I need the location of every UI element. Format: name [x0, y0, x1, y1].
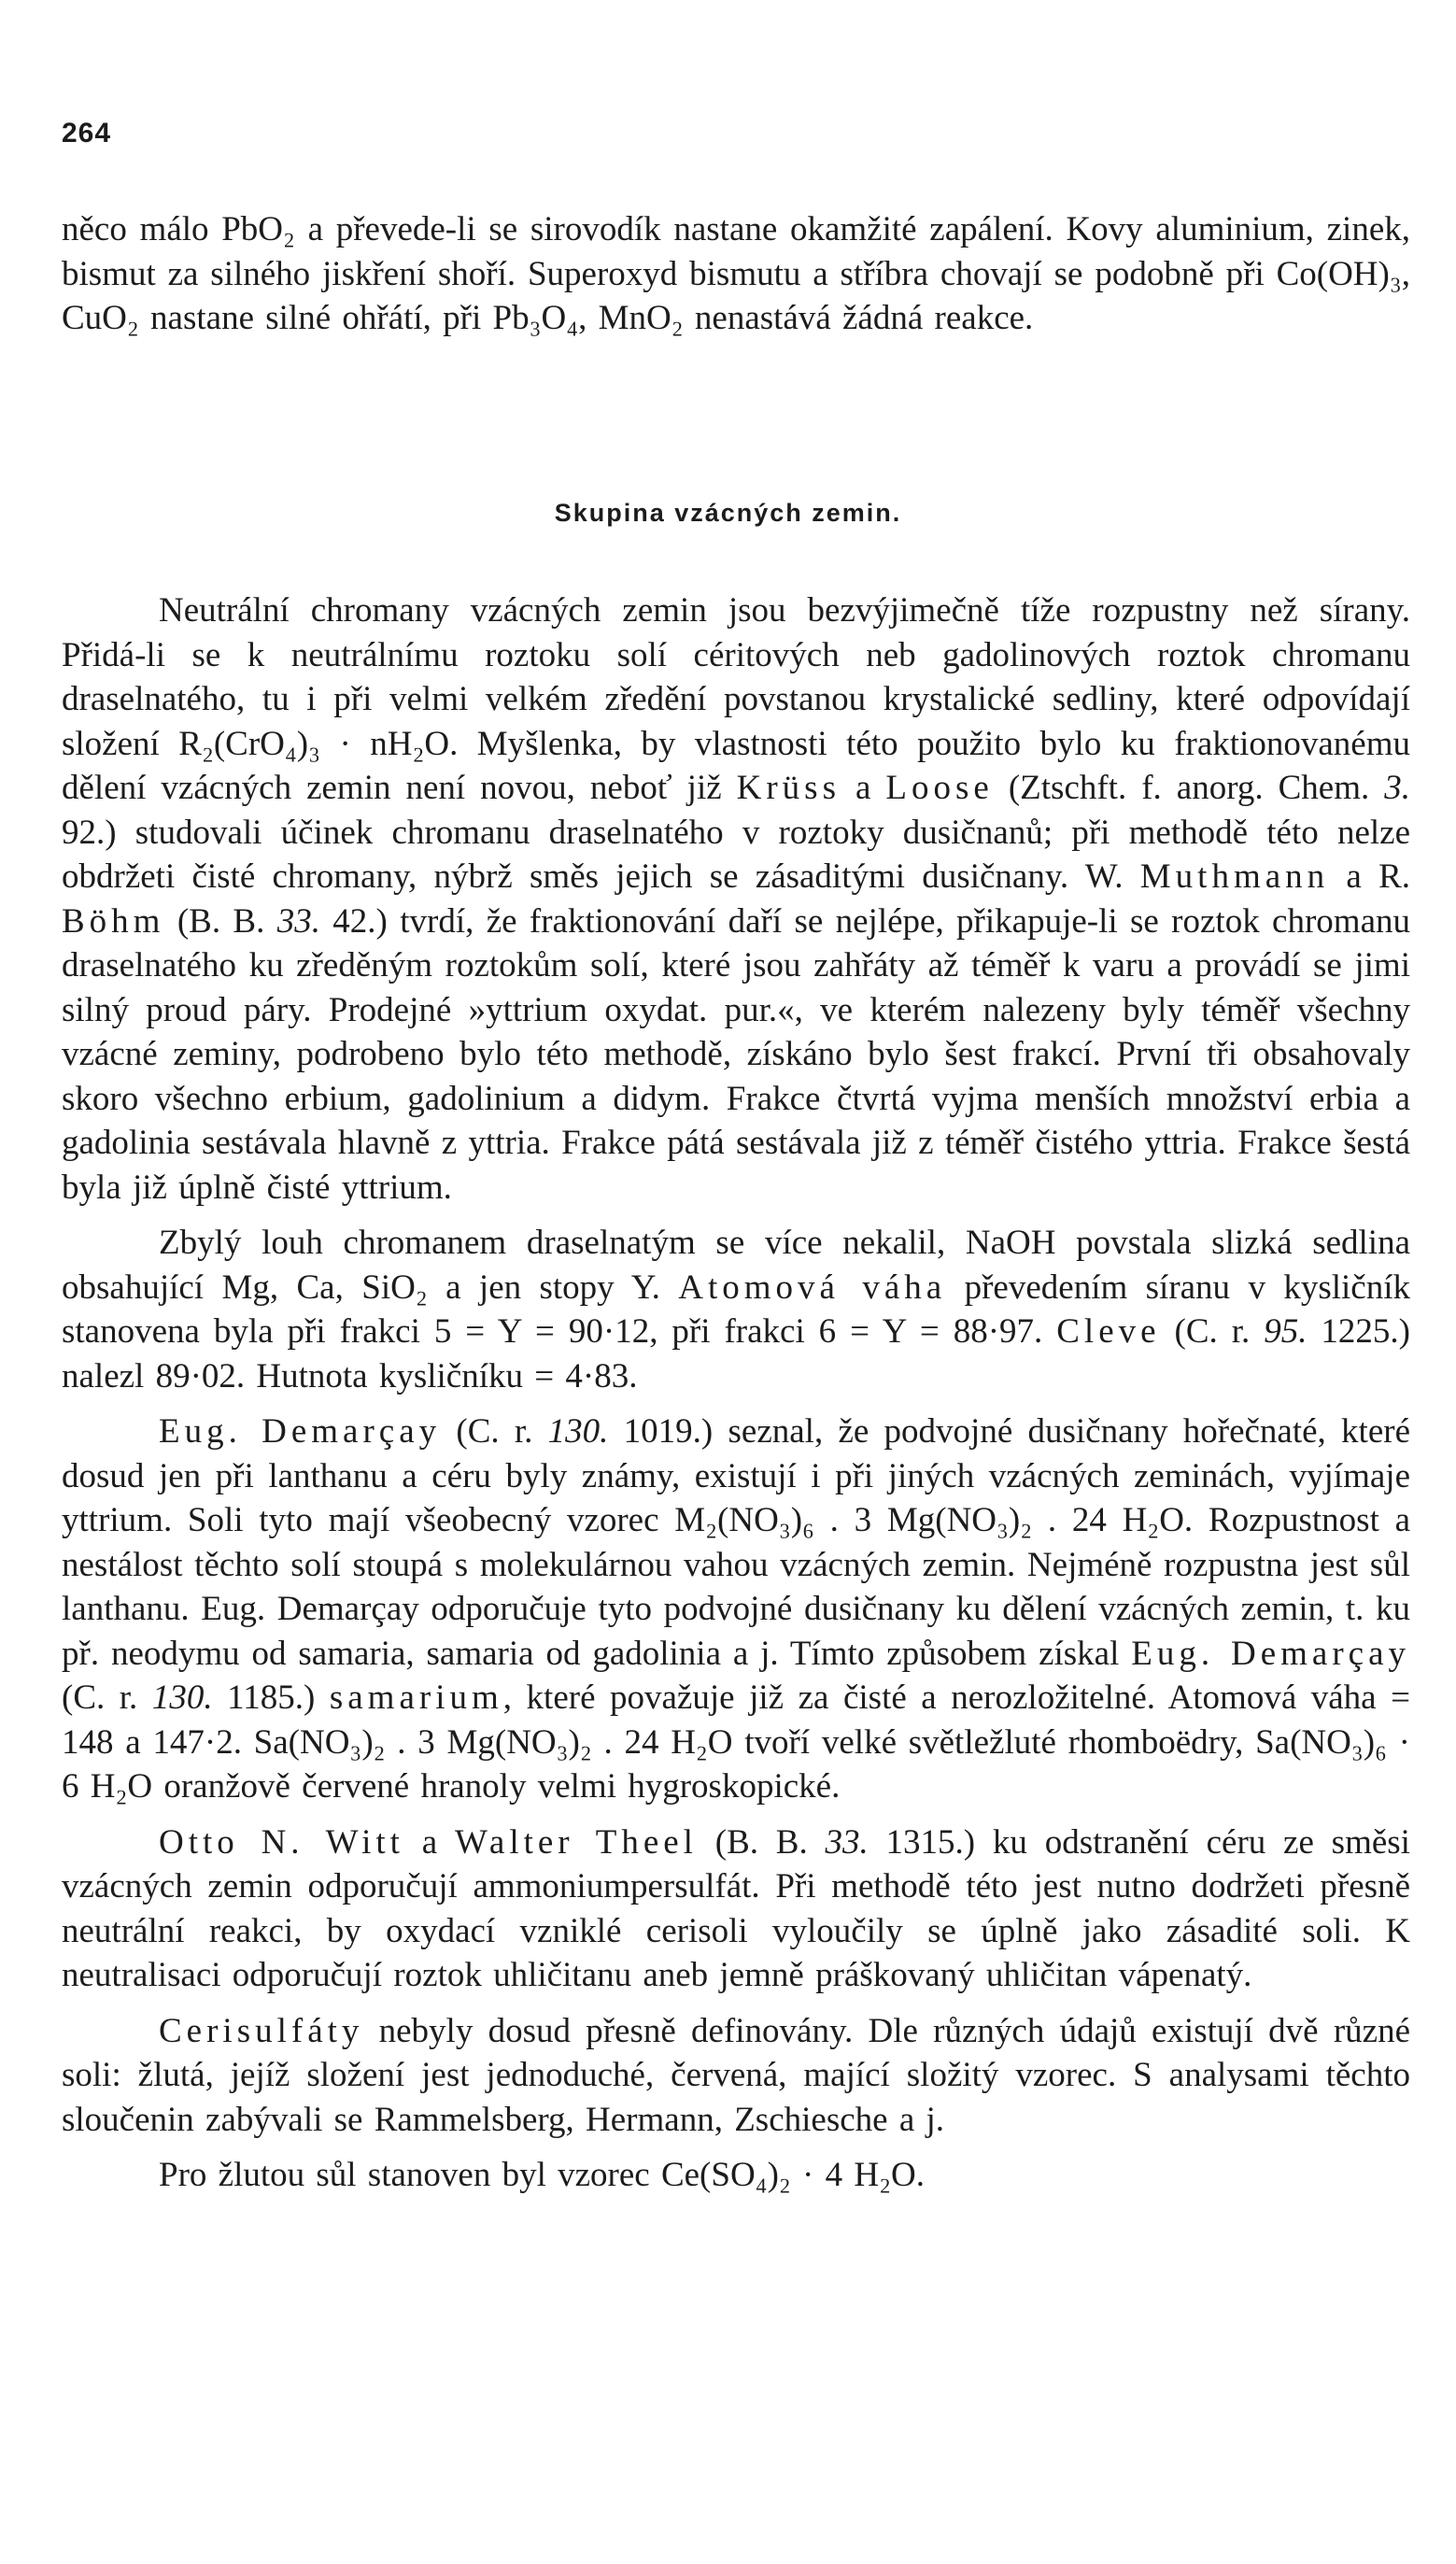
intro-text-block — [62, 207, 1410, 341]
paragraph-atomic-weight: Zbylý louh chromanem draselnatým se více nekalil, NaOH povstala slizká sedlina obsahující Mg, Ca, SiO₂ a jen stopy Y. Atomová váha převedením síranu v kysličník stanovena byla při frakci 5 = Y = 90·12, při frakci 6 = Y = 88·97. Cleve (C. r. 95. 1225.) nalezl 89·02. Hutnota kysličníku = 4·83. — [62, 1224, 1410, 1395]
emphasis-term: Atomová váha — [678, 1268, 947, 1307]
author-name: Otto N. Witt — [159, 1822, 404, 1862]
paragraph-witt-theel: Otto N. Witt a Walter Theel (B. B. 33. 1315.) ku odstranění céru ze směsi vzácných zemin odporučují ammoniumpersulfát. Při methodě této jest nutno dodržeti přesně neutrální reakci, by oxydací vzniklé cerisoli vyloučily se úplně jako zásadité soli. K neutralisaci odporučují roztok uhličitanu aneb jemně práškovaný uhličitan vápenatý. — [62, 1822, 1410, 1994]
section-heading: Skupina vzácných zemin. — [554, 499, 902, 527]
author-name: Eug. Demarçay — [1131, 1634, 1410, 1673]
intro-paragraph: něco málo PbO₂ a převede-li se sirovodík nastane okamžité zapálení. Kovy aluminium, zinek, bismut za silného jiskření shoří. Superoxyd bismutu a stříbra chovají se podobně při Co(OH)₃, CuO₂ nastane silné ohřátí, při Pb₃O₄, MnO₂ nenastává žádná reakce. — [62, 210, 1410, 337]
author-name: Cleve — [1056, 1312, 1161, 1351]
author-name: Krüss — [736, 769, 841, 807]
paragraph-cerisulfates: Cerisulfáty nebyly dosud přesně definovány. Dle různých údajů existují dvě různé soli: žlutá, jejíž složení jest jednoduché, červená, mající složitý vzorec. S analysami těchto sloučenin zabývali se Rammelsberg, Hermann, Zschiesche a j. — [62, 2011, 1410, 2139]
author-name: Muthmann — [1139, 857, 1330, 896]
author-name: Eug. Demarçay — [159, 1412, 442, 1451]
paragraph-demarcay: Eug. Demarçay (C. r. 130. 1019.) seznal, že podvojné dusičnany hořečnaté, které dosud jen při lanthanu a céru byly známy, existují i při jiných vzácných zeminách, vyjímaje yttrium. Soli tyto mají všeobecný vzorec M₂(NO₃)₆ . 3 Mg(NO₃)₂ . 24 H₂O. Rozpustnost a nestálost těchto solí stoupá s molekulárnou vahou vzácných zemin. Nejméně rozpustna jest sůl lanthanu. Eug. Demarçay odporučuje tyto podvojné dusičnany ku dělení vzácných zemin, t. ku př. neodymu od samaria, samaria od gadolinia a j. Tímto způsobem získal Eug. Demarçay (C. r. 130. 1185.) samarium, které považuje již za čisté a nerozložitelné. Atomová váha = 148 a 147·2. Sa(NO₃)₂ . 3 Mg(NO₃)₂ . 24 H₂O tvoří velké světležluté rhomboëdry, Sa(NO₃)₆ · 6 H₂O oranžově červené hranoly velmi hygroskopické. — [62, 1412, 1411, 1806]
paragraph-yellow-salt: Pro žlutou sůl stanoven byl vzorec Ce(SO₄)₂ · 4 H₂O. — [159, 2156, 925, 2194]
emphasis-term: samarium — [329, 1679, 503, 1717]
page-number: 264 — [62, 118, 112, 149]
author-name: Walter Theel — [454, 1822, 698, 1862]
paragraph-chromates: Neutrální chromany vzácných zemin jsou bezvýjimečně tíže rozpustny než sírany. Přidá-li se k neutrálnímu roztoku solí céritových neb gadolinových roztok chromanu draselnatého, tu i při velmi velkém zředění povstanou krystalické sedliny, které odpovídají složení R₂(CrO₄)₃ · nH₂O. Myšlenka, by vlastnosti této použito bylo ku fraktionovanému dělení vzácných zemin není novou, neboť již Krüss a Loose (Ztschft. f. anorg. Chem. 3. 92.) studovali účinek chromanu draselnatého v roztoky dusičnanů; při methodě této nelze obdržeti čisté chromany, nýbrž směs jejich se zásaditými dusičnany. W. Muthmann a R. Böhm (B. B. 33. 42.) tvrdí, že fraktionování daří se nejlépe, přikapuje-li se roztok chromanu draselnatého ku zředěným roztokům solí, které jsou zahřáty až téměř k varu a provádí se jimi silný proud páry. Prodejné »yttrium oxydat. pur.«, ve kterém nalezeny byly téměř všechny vzácné zeminy, podrobeno bylo této methodě, získáno bylo šest frakcí. První tři obsahovaly skoro všechno erbium, gadolinium a didym. Frakce čtvrtá vyjma menších množství erbia a gadolinia sestávala hlavně z yttria. Frakce pátá sestávala již z téměř čistého yttria. Frakce šestá byla již úplně čisté yttrium. — [62, 591, 1410, 1207]
author-name: Böhm — [62, 901, 165, 941]
author-name: Loose — [885, 769, 994, 807]
section-body — [62, 588, 1410, 2198]
emphasis-term: Cerisulfáty — [159, 2011, 364, 2050]
